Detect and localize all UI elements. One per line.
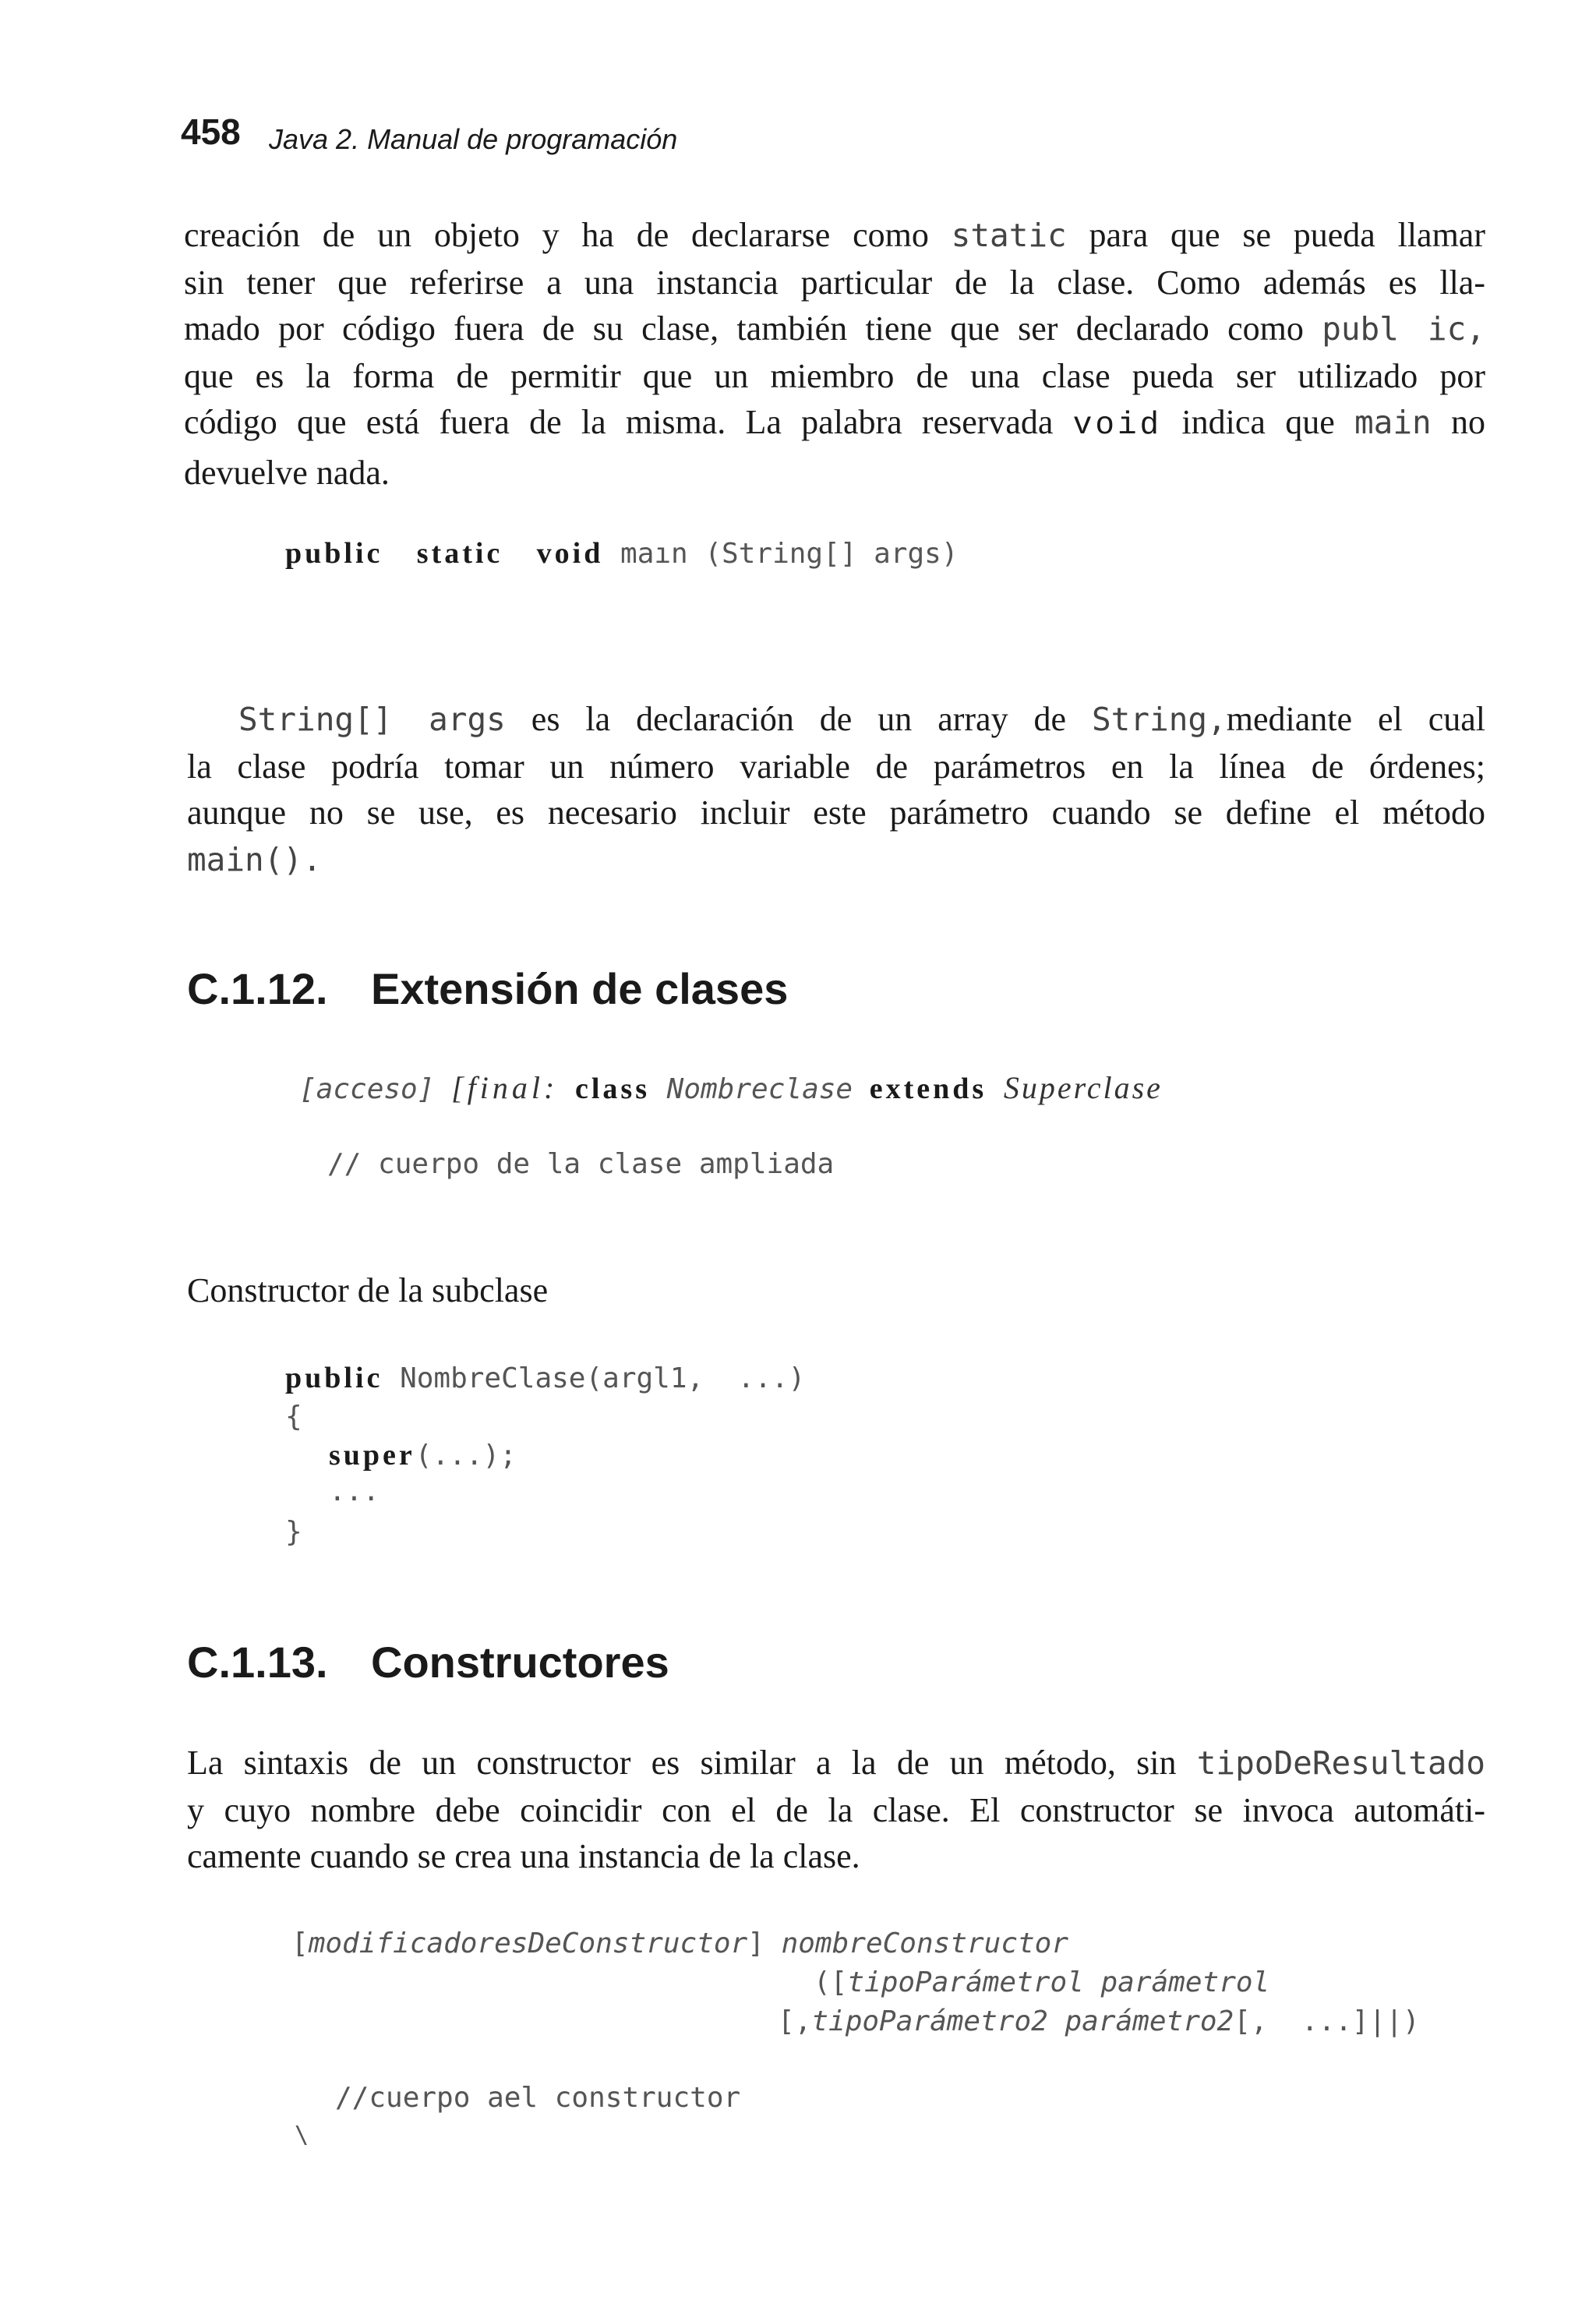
code-syntax-line1	[291, 1925, 1068, 1963]
text-line	[184, 306, 1485, 353]
text-segment: código que está fuera de la misma. La palabra reservada	[184, 403, 1073, 441]
code-segment: nombreConstructor	[781, 1928, 1069, 1959]
code-extends-body-comment: // cuerpo de la clase ampliada	[327, 1148, 835, 1180]
code-rest: (...);	[415, 1440, 517, 1472]
paragraph-args-description	[187, 696, 1485, 883]
section-number: C.1.13.	[187, 1638, 328, 1687]
code-string: String,	[1092, 701, 1227, 738]
code-main: main	[1354, 404, 1432, 441]
text-line: la clase podría tomar un número variable de parámetros en la línea de órdenes;	[187, 747, 1485, 786]
code-segment: parámetro2	[1047, 2005, 1234, 2037]
text-segment: mado por código fuera de su clase, también tiene que ser declarado como	[184, 309, 1322, 348]
code-rest: NombreClase(argl1, ...)	[383, 1362, 806, 1394]
keyword-extends: extends	[869, 1072, 987, 1105]
code-segment: tipoParámetro2	[811, 2005, 1048, 2037]
section-heading-extension	[187, 963, 788, 1014]
code-segment: [, ...]||)	[1234, 2005, 1420, 2037]
code-string-args: String[] args	[238, 701, 506, 738]
code-void: void	[1072, 408, 1163, 443]
text-line	[187, 836, 1485, 884]
code-main-call: main().	[187, 840, 322, 878]
code-segment: modificadoresDeConstructor	[308, 1928, 748, 1959]
code-extends-syntax	[299, 1069, 1163, 1108]
code-segment: [final:	[451, 1070, 559, 1105]
text-line	[187, 696, 1485, 744]
code-constructor-line3	[329, 1436, 517, 1475]
code-constructor-line2: {	[285, 1401, 302, 1433]
paragraph-main-description	[184, 212, 1485, 496]
code-segment: Nombreclase	[650, 1073, 870, 1105]
keyword-super: super	[329, 1439, 415, 1472]
section-number: C.1.12.	[187, 964, 328, 1013]
code-segment: [,	[778, 2005, 812, 2037]
page-number: 458	[181, 111, 241, 152]
section-heading-constructors	[187, 1637, 669, 1687]
section-title: Extensión de clases	[371, 964, 789, 1013]
code-constructor-line1	[285, 1359, 805, 1398]
code-segment: parámetrol	[1083, 1966, 1270, 1998]
code-main-signature	[285, 535, 959, 573]
constructor-subclass-label: Constructor de la subclase	[187, 1271, 549, 1309]
code-segment: Superclase	[1003, 1070, 1163, 1105]
text-line: y cuyo nombre debe coincidir con el de la clase. El constructor se invoca automáti-	[187, 1790, 1485, 1829]
code-syntax-line3	[778, 2003, 1420, 2041]
keyword-class: class	[575, 1072, 650, 1105]
code-tipo-de-resultado: tipoDeResultado	[1196, 1744, 1485, 1782]
text-segment: mediante el cual	[1226, 700, 1485, 738]
keyword-void: void	[536, 537, 604, 570]
text-line: sin tener que referirse a una instancia particular de la clase. Como además es lla-	[184, 263, 1485, 302]
text-segment: creación de un objeto y ha de declararse como	[184, 216, 952, 254]
paragraph-constructor-description	[187, 1740, 1485, 1880]
text-segment: no	[1431, 403, 1486, 441]
code-segment: [	[291, 1928, 309, 1959]
text-line	[187, 1740, 1485, 1787]
text-segment: para que se pueda llamar	[1066, 216, 1485, 254]
code-syntax-body-comment: //cuerpo ael constructor	[335, 2082, 741, 2114]
text-line	[184, 212, 1485, 260]
code-constructor-line4: ...	[329, 1475, 380, 1507]
text-line	[184, 399, 1485, 450]
keyword-static: static	[416, 537, 503, 570]
text-segment: La sintaxis de un constructor es similar a la de un método, sin	[187, 1744, 1197, 1782]
text-line: camente cuando se crea una instancia de la clase.	[187, 1837, 860, 1875]
code-constructor-line5: }	[285, 1516, 302, 1548]
code-segment: [acceso]	[299, 1073, 452, 1105]
section-title: Constructores	[371, 1638, 669, 1687]
text-segment: es la declaración de un array de	[505, 700, 1092, 738]
code-static: static	[951, 217, 1067, 254]
code-segment: ]	[747, 1928, 782, 1959]
text-line: que es la forma de permitir que un miembro de una clase pueda ser utilizado por	[184, 356, 1485, 395]
code-syntax-closing: \	[295, 2122, 309, 2149]
text-segment: indica que	[1162, 403, 1354, 441]
keyword-public: public	[285, 537, 383, 570]
running-title: Java 2. Manual de programación	[269, 123, 678, 155]
keyword-public: public	[285, 1362, 383, 1394]
code-public: publ ic,	[1322, 310, 1485, 348]
text-line: aunque no se use, es necesario incluir este parámetro cuando se define el método	[187, 793, 1485, 832]
code-segment: ([	[814, 1966, 848, 1998]
code-rest: maın (String[] args)	[603, 538, 959, 570]
text-line: devuelve nada.	[184, 453, 390, 492]
code-syntax-line2	[814, 1964, 1269, 2002]
code-segment: tipoParámetrol	[847, 1966, 1084, 1998]
